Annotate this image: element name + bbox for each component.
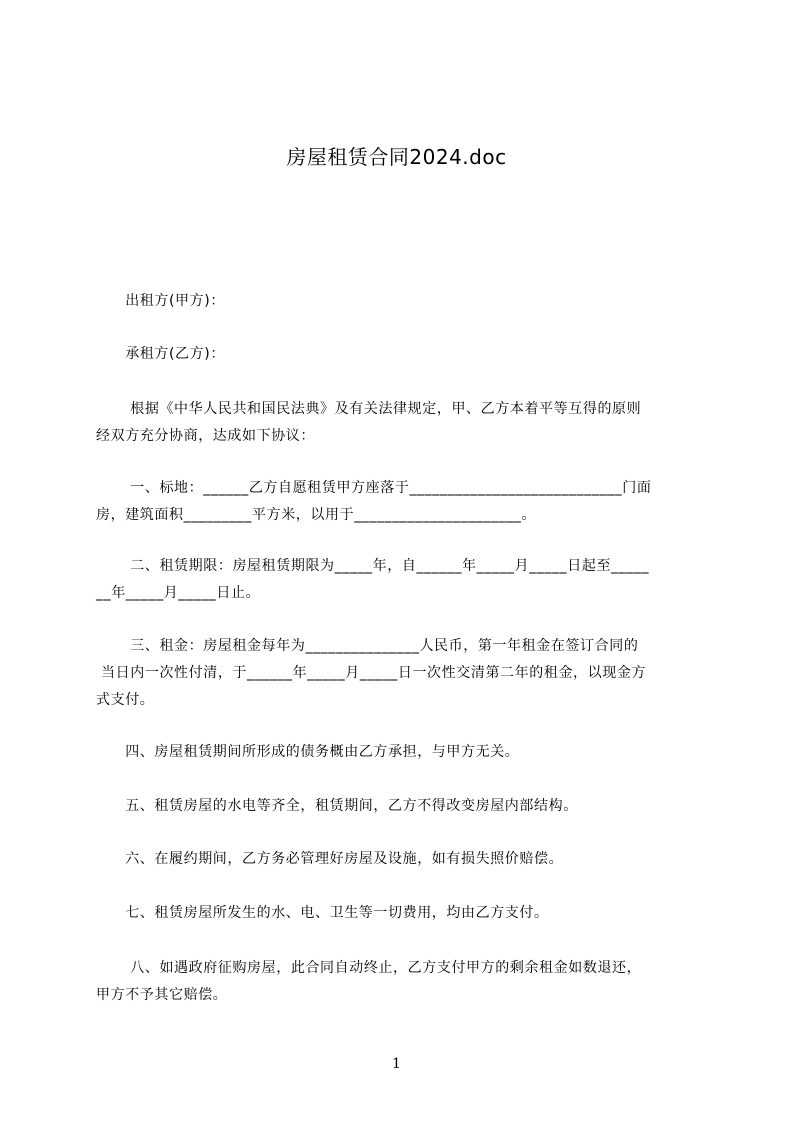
preamble-paragraph <box>96 396 706 450</box>
clause-3-line-2: 当日内一次性付清，于______年_____月_____日一次性交清第二年的租金，以现金方 <box>96 665 647 681</box>
clause-8-paragraph <box>96 955 706 1009</box>
clause-6-paragraph <box>96 846 706 873</box>
lessor-text: 出租方(甲方)： <box>96 293 225 309</box>
clause-8-line-1: 八、如遇政府征购房屋，此合同自动终止，乙方支付甲方的剩余租金如数退还， <box>96 960 642 976</box>
clause-5-paragraph <box>96 793 706 820</box>
clause-2-line-1: 二、租赁期限：房屋租赁期限为_____年，自______年_____月_____日起至_____ <box>96 558 650 574</box>
clause-3-line-1: 三、租金：房屋租金每年为_______________人民币，第一年租金在签订合同的 <box>96 638 639 654</box>
clause-2-line-2: __年_____月_____日止。 <box>96 585 261 601</box>
clause-5-text: 五、租赁房屋的水电等齐全，租赁期间，乙方不得改变房屋内部结构。 <box>96 798 578 814</box>
clause-4-text: 四、房屋租赁期间所形成的债务概由乙方承担，与甲方无关。 <box>96 744 520 760</box>
clause-3-line-3: 式支付。 <box>96 692 155 708</box>
page-number: 1 <box>392 1056 401 1072</box>
lessee-text: 承租方(乙方)： <box>96 346 225 362</box>
document-title: 房屋租赁合同2024.doc <box>286 145 507 169</box>
clause-7-text: 七、租赁房屋所发生的水、电、卫生等一切费用，均由乙方支付。 <box>96 905 549 921</box>
clause-7-paragraph <box>96 900 706 927</box>
preamble-line-2: 经双方充分协商，达成如下协议： <box>96 428 315 444</box>
clause-2-paragraph <box>96 553 706 607</box>
lessee-line <box>96 341 706 368</box>
clause-3-paragraph <box>96 633 706 714</box>
preamble-line-1: 根据《中华人民共和国民法典》及有关法律规定，甲、乙方本着平等互得的原则 <box>96 401 642 417</box>
clause-1-paragraph <box>96 475 706 529</box>
clause-1-line-2: 房，建筑面积_________平方米，以用于______________________。 <box>96 507 536 523</box>
clause-1-line-1: 一、标地：______乙方自愿租赁甲方座落于____________________________门面 <box>96 480 652 496</box>
lessor-line <box>96 288 706 315</box>
clause-6-text: 六、在履约期间，乙方务必管理好房屋及设施，如有损失照价赔偿。 <box>96 851 564 867</box>
clause-4-paragraph <box>96 739 706 766</box>
clause-8-line-2: 甲方不予其它赔偿。 <box>96 987 228 1003</box>
